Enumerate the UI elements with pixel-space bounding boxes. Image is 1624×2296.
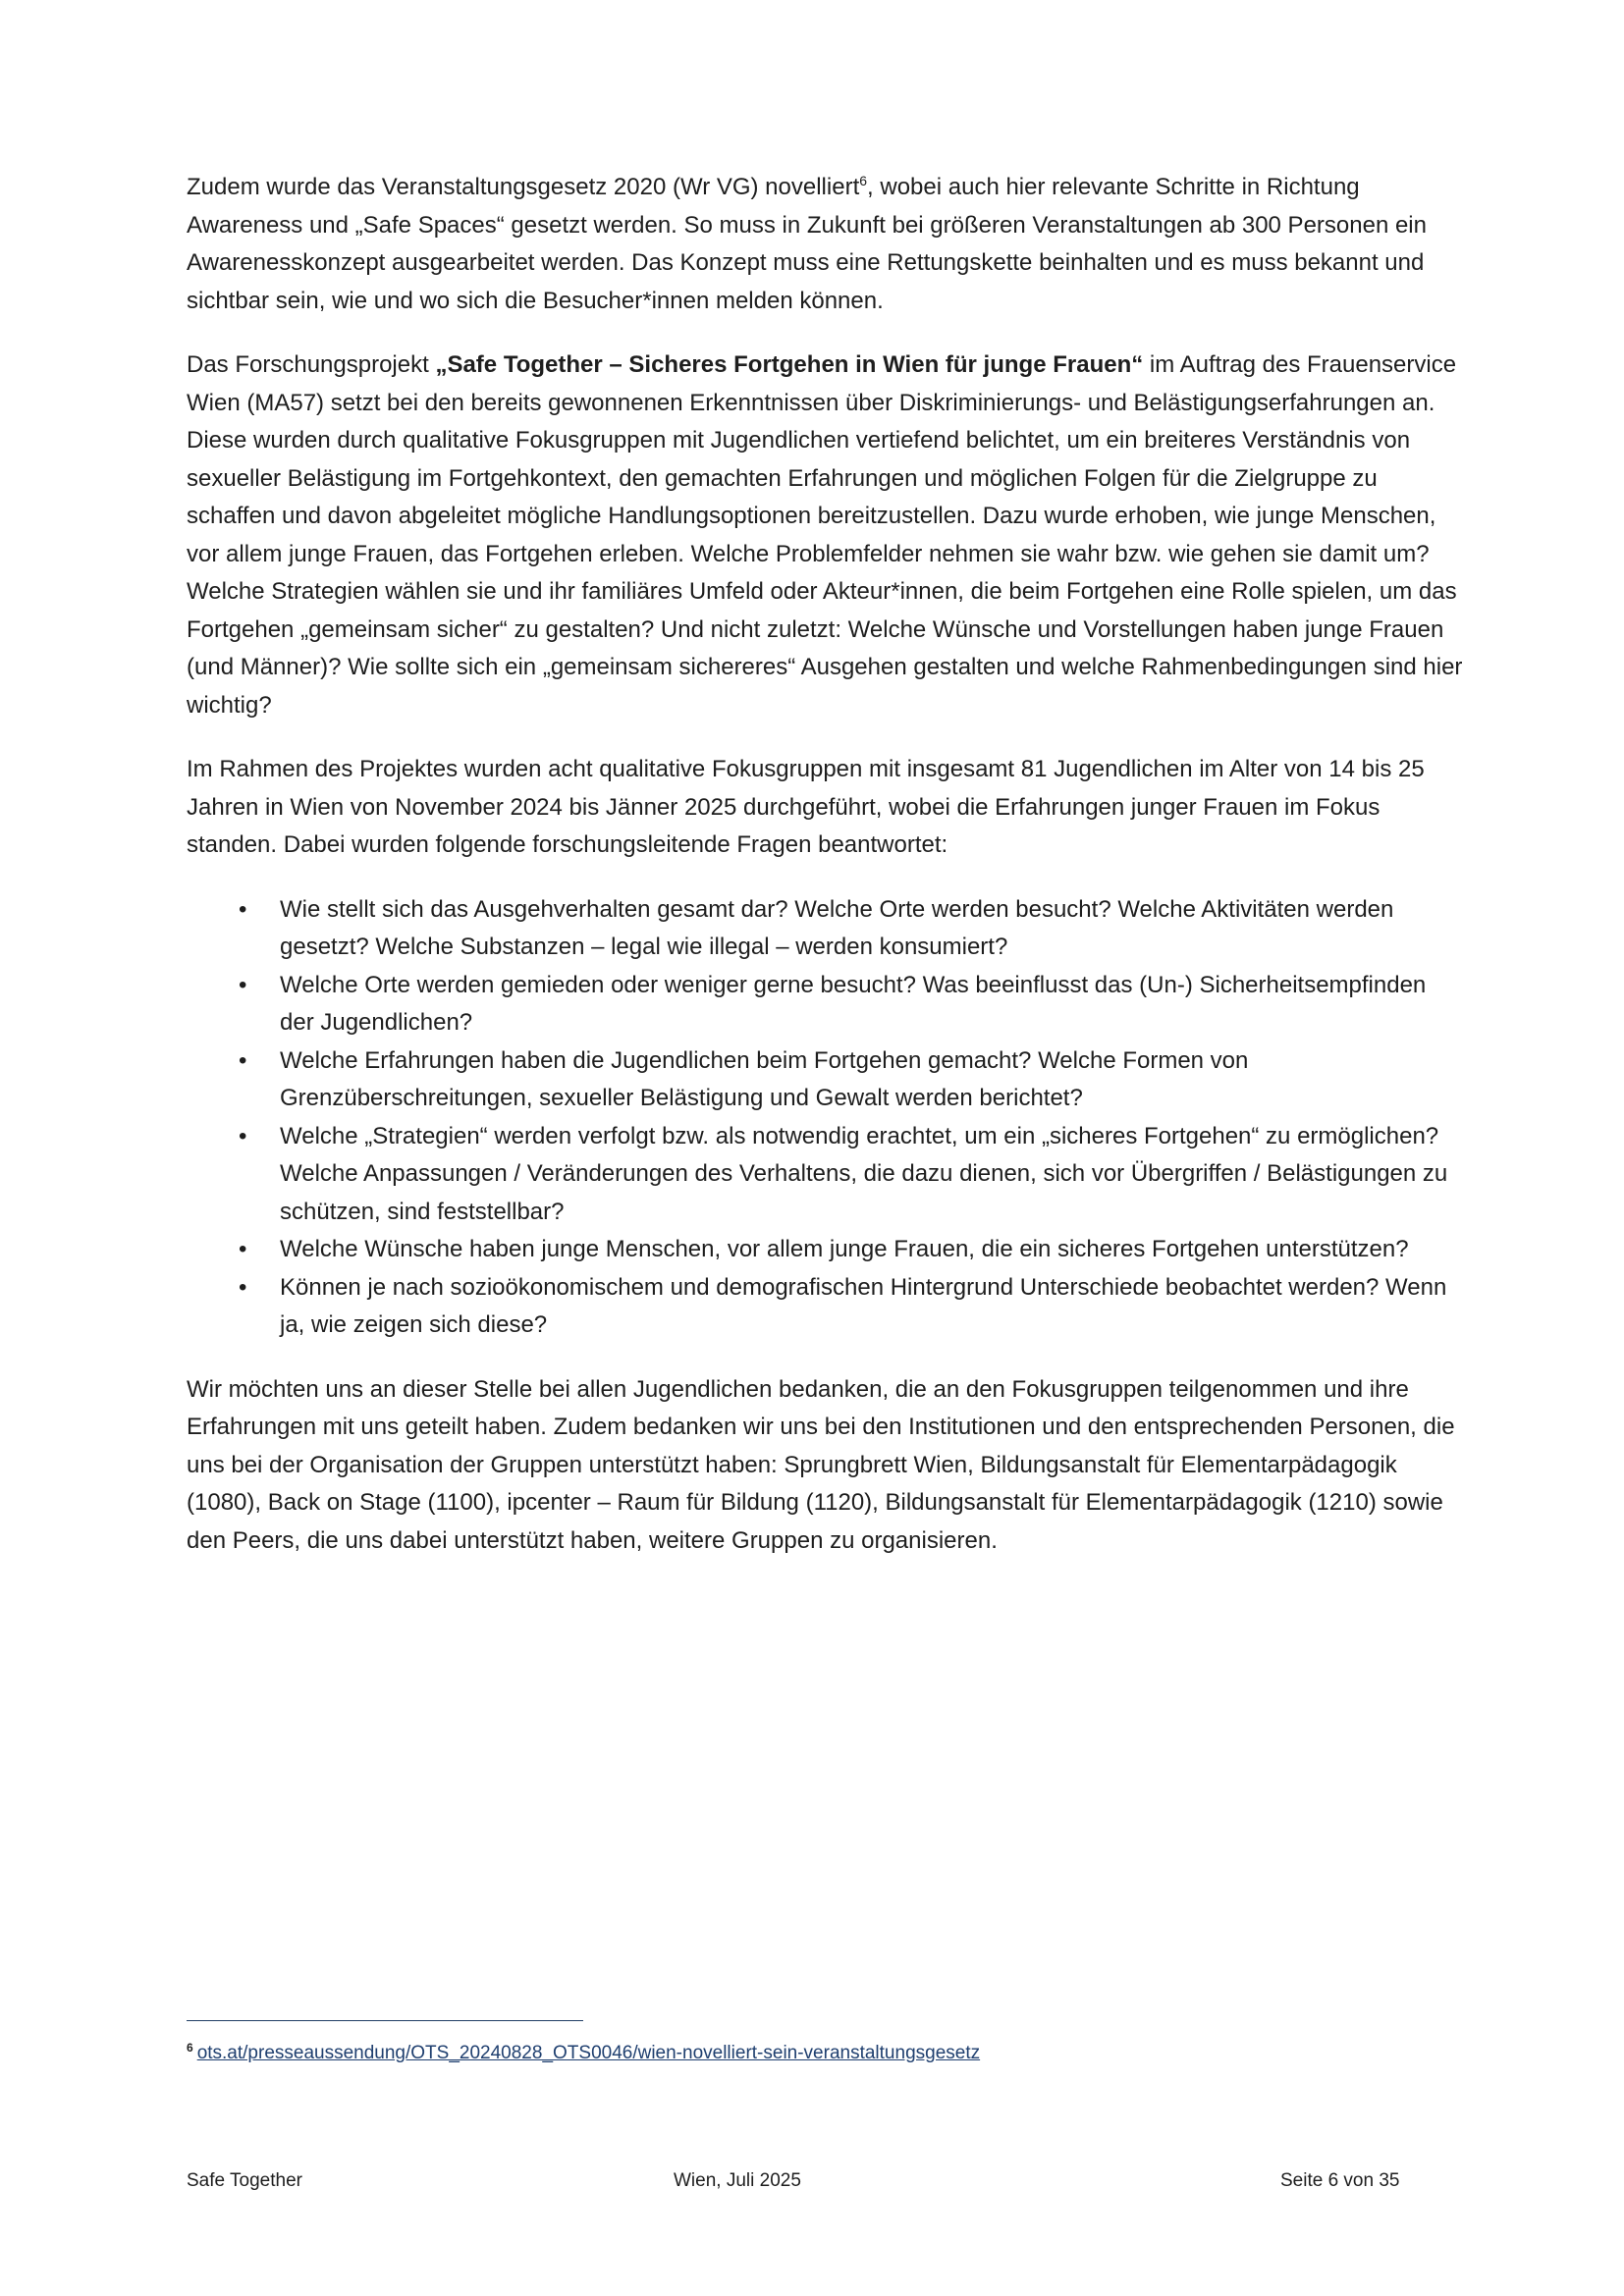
list-item-text: Welche Orte werden gemieden oder weniger gerne besucht? Was beeinflusst das (Un-) Sicherheitsempfinden der Jugendlichen?	[280, 971, 1427, 1036]
list-item-text: Welche Wünsche haben junge Menschen, vor allem junge Frauen, die ein sicheres Fortgehen unterstützen?	[280, 1236, 1409, 1262]
paragraph-text: Das Forschungsprojekt	[187, 351, 436, 378]
bullet-icon: •	[239, 1122, 247, 1149]
list-item	[187, 1231, 1463, 1269]
paragraph-veranstaltungsgesetz	[187, 169, 1463, 320]
bullet-icon: •	[239, 895, 247, 923]
main-content	[187, 169, 1463, 1586]
footnote-separator	[187, 2020, 583, 2021]
paragraph-text: , wobei auch hier relevante Schritte in Richtung Awareness und „Safe Spaces“ gesetzt werden. So muss in Zukunft bei größeren Veranstaltungen ab 300 Personen ein Awarenesskonzept ausgearbeitet werden. Das Konzept muss eine Rettungskette beinhalten und es muss bekannt und sichtbar sein, wie und wo sich die Besucher*innen melden können.	[187, 174, 1427, 314]
footer-date: Wien, Juli 2025	[674, 2170, 801, 2191]
list-item	[187, 967, 1463, 1042]
footnote-link[interactable]: ots.at/presseaussendung/OTS_20240828_OTS0046/wien-novelliert-sein-veranstaltungsgesetz	[196, 2043, 981, 2063]
bullet-icon: •	[239, 1273, 247, 1301]
paragraph-danksagung: Wir möchten uns an dieser Stelle bei allen Jugendlichen bedanken, die an den Fokusgruppen teilgenommen und ihre Erfahrungen mit uns geteilt haben. Zudem bedanken wir uns bei den Institutionen und den entsprechenden Personen, die uns bei der Organisation der Gruppen unterstützt haben: Sprungbrett Wien, Bildungsanstalt für Elementarpädagogik (1080), Back on Stage (1100), ipcenter – Raum für Bildung (1120), Bildungsanstalt für Elementarpädagogik (1210) sowie den Peers, die uns dabei unterstützt haben, weitere Gruppen zu organisieren.	[187, 1375, 1455, 1554]
paragraph-text: im Auftrag des Frauenservice Wien (MA57) setzt bei den bereits gewonnenen Erkenntnissen über Diskriminierungs- und Belästigungserfahrungen an. Diese wurden durch qualitative Fokusgruppen mit Jugendlichen vertiefend belichtet, um ein breiteres Verständnis von sexueller Belästigung im Fortgehkontext, den gemachten Erfahrungen und möglichen Folgen für die Zielgruppe zu schaffen und davon abgeleitet mögliche Handlungsoptionen bereitzustellen. Dazu wurde erhoben, wie junge Menschen, vor allem junge Frauen, das Fortgehen erleben. Welche Problemfelder nehmen sie wahr bzw. wie gehen sie damit um? Welche Strategien wählen sie und ihr familiäres Umfeld oder Akteur*innen, die beim Fortgehen eine Rolle spielen, um das Fortgehen „gemeinsam sicher“ zu gestalten? Und nicht zuletzt: Welche Wünsche und Vorstellungen haben junge Frauen (und Männer)? Wie sollte sich ein „gemeinsam sichereres“ Ausgehen gestalten und welche Rahmenbedingungen sind hier wichtig?	[187, 351, 1463, 719]
list-item	[187, 1269, 1463, 1345]
bullet-icon: •	[239, 1236, 247, 1262]
footnote-number: 6	[187, 2040, 193, 2055]
research-questions-list	[187, 891, 1463, 1345]
list-item-text: Können je nach sozioökonomischem und demografischen Hintergrund Unterschiede beobachtet werden? Wenn ja, wie zeigen sich diese?	[280, 1273, 1447, 1338]
list-item-text: Welche Erfahrungen haben die Jugendlichen beim Fortgehen gemacht? Welche Formen von Grenzüberschreitungen, sexueller Belästigung und Gewalt werden berichtet?	[280, 1046, 1249, 1111]
list-item-text: Welche „Strategien“ werden verfolgt bzw. als notwendig erachtet, um ein „sicheres Fortgehen“ zu ermöglichen? Welche Anpassungen / Veränderungen des Verhaltens, die dazu dienen, sich vor Übergriffen / Belästigungen zu schützen, sind feststellbar?	[280, 1122, 1448, 1225]
paragraph-fokusgruppen: Im Rahmen des Projektes wurden acht qualitative Fokusgruppen mit insgesamt 81 Jugendlichen im Alter von 14 bis 25 Jahren in Wien von November 2024 bis Jänner 2025 durchgeführt, wobei die Erfahrungen junger Frauen im Fokus standen. Dabei wurden folgende forschungsleitende Fragen beantwortet:	[187, 756, 1425, 858]
bullet-icon: •	[239, 971, 247, 998]
paragraph-text: Zudem wurde das Veranstaltungsgesetz 2020 (Wr VG) novelliert	[187, 174, 860, 200]
footnote	[187, 2041, 980, 2066]
bullet-icon: •	[239, 1046, 247, 1074]
footnote-reference[interactable]: 6	[859, 173, 868, 188]
list-item	[187, 1042, 1463, 1118]
project-title: „Safe Together – Sicheres Fortgehen in Wien für junge Frauen“	[435, 351, 1144, 378]
list-item-text: Wie stellt sich das Ausgehverhalten gesamt dar? Welche Orte werden besucht? Welche Aktivitäten werden gesetzt? Welche Substanzen – legal wie illegal – werden konsumiert?	[280, 895, 1394, 960]
paragraph-forschungsprojekt	[187, 347, 1463, 724]
footer-document-title: Safe Together	[187, 2170, 302, 2191]
list-item	[187, 1118, 1463, 1232]
list-item	[187, 891, 1463, 967]
footer-page-number: Seite 6 von 35	[1280, 2170, 1400, 2191]
